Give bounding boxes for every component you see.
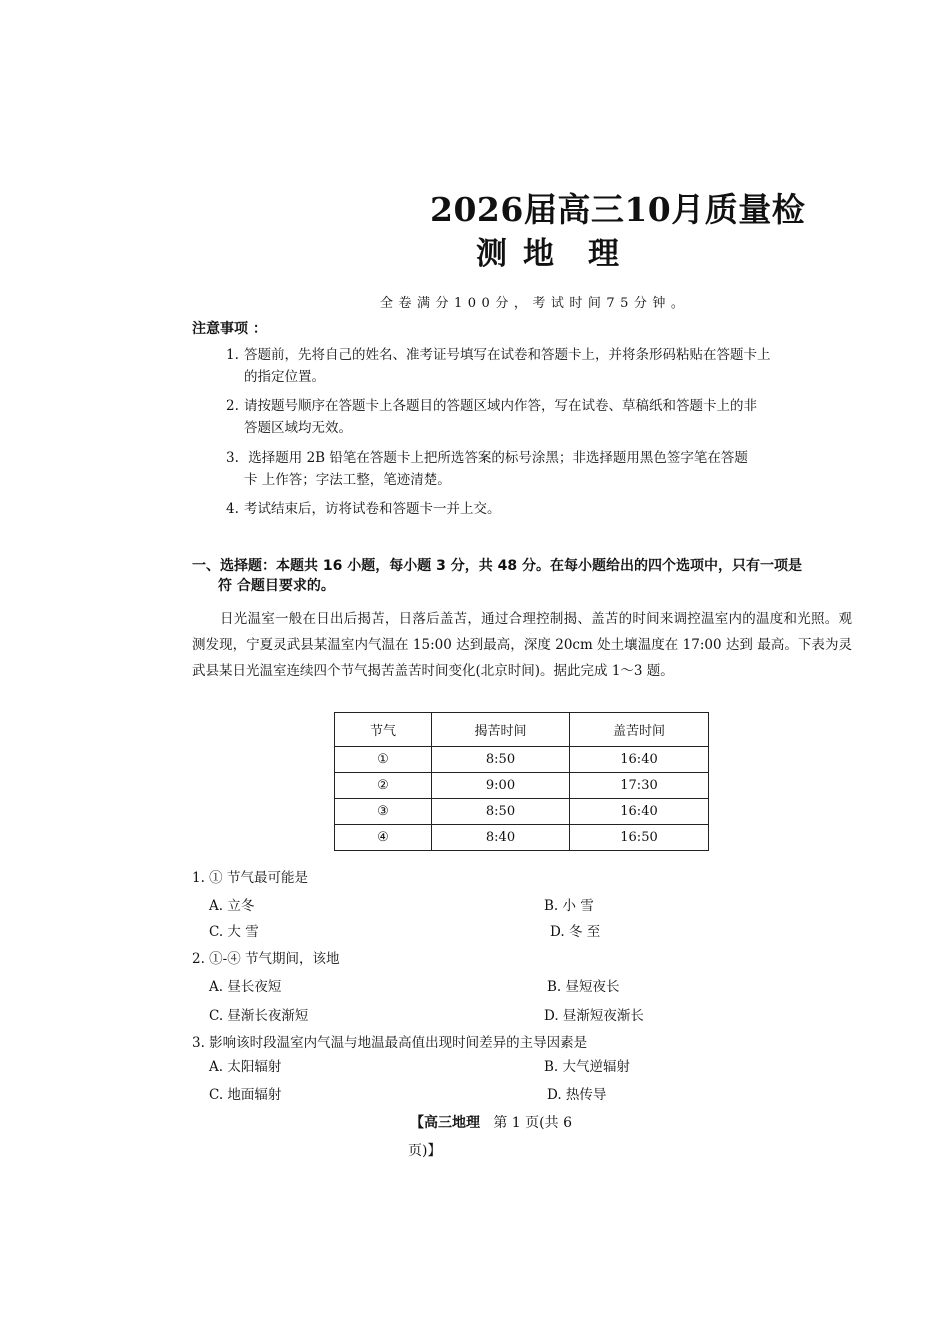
question-3-option-c[interactable]: C. 地面辐射 bbox=[209, 1087, 282, 1103]
notice-num: 1. bbox=[226, 347, 239, 363]
page-footer-cont: 页)】 bbox=[408, 1143, 442, 1159]
table-header: 盖苦时间 bbox=[570, 713, 709, 747]
question-1-option-d[interactable]: D. 冬 至 bbox=[550, 924, 601, 940]
table-row bbox=[335, 799, 709, 825]
table-cell: 16:40 bbox=[570, 799, 709, 825]
section-heading-line1: 一、选择题：本题共 16 小题，每小题 3 分，共 48 分。在每小题给出的四个选项中，只有一项是 bbox=[192, 558, 802, 574]
question-2-stem: 2. ①-④ 节气期间，该地 bbox=[192, 951, 340, 967]
table-header-row bbox=[335, 713, 709, 747]
table-row bbox=[335, 747, 709, 773]
table-cell: ④ bbox=[335, 825, 432, 851]
question-3-option-d[interactable]: D. 热传导 bbox=[547, 1087, 607, 1103]
notice-item bbox=[226, 498, 852, 520]
table-cell: 9:00 bbox=[432, 773, 570, 799]
question-3-stem: 3. 影响该时段温室内气温与地温最高值出现时间差异的主导因素是 bbox=[192, 1035, 588, 1051]
solar-term-table bbox=[334, 712, 709, 851]
table-cell: 8:40 bbox=[432, 825, 570, 851]
table-cell: ③ bbox=[335, 799, 432, 825]
notice-text: 考试结束后，访将试卷和答题卡一并上交。 bbox=[244, 501, 501, 517]
table-cell: 16:40 bbox=[570, 747, 709, 773]
notice-item bbox=[226, 447, 852, 491]
question-1-option-b[interactable]: B. 小 雪 bbox=[544, 898, 594, 914]
exam-title-line1: 2026届高三10月质量检 bbox=[430, 190, 806, 229]
notice-text-cont: 答题区域均无效。 bbox=[244, 420, 352, 436]
table-cell: ① bbox=[335, 747, 432, 773]
question-1-option-a[interactable]: A. 立冬 bbox=[209, 898, 255, 914]
notice-num: 4. bbox=[226, 501, 239, 517]
notice-text: 请按题号顺序在答题卡上各题目的答题区域内作答，写在试卷、草稿纸和答题卡上的非 bbox=[244, 398, 757, 414]
question-2-option-d[interactable]: D. 昼渐短夜渐长 bbox=[544, 1008, 644, 1024]
notice-text: 答题前，先将自己的姓名、准考证号填写在试卷和答题卡上，并将条形码粘贴在答题卡上 bbox=[244, 347, 771, 363]
section-heading bbox=[192, 556, 852, 596]
table-header: 节气 bbox=[335, 713, 432, 747]
title-char: 理 bbox=[588, 236, 621, 272]
table-cell: 17:30 bbox=[570, 773, 709, 799]
question-2-option-a[interactable]: A. 昼长夜短 bbox=[209, 979, 282, 995]
page-footer bbox=[410, 1112, 572, 1132]
table-row bbox=[335, 825, 709, 851]
footer-subject: 【高三地理 bbox=[410, 1115, 480, 1131]
question-2-option-c[interactable]: C. 昼渐长夜渐短 bbox=[209, 1008, 309, 1024]
exam-title-line2 bbox=[476, 228, 621, 273]
title-char: 测 bbox=[476, 236, 509, 272]
question-2-option-b[interactable]: B. 昼短夜长 bbox=[547, 979, 620, 995]
question-1-stem: 1. ① 节气最可能是 bbox=[192, 870, 308, 886]
notice-text-cont: 的指定位置。 bbox=[244, 369, 325, 385]
table-cell: 8:50 bbox=[432, 747, 570, 773]
table-header: 揭苦时间 bbox=[432, 713, 570, 747]
question-3-option-b[interactable]: B. 大气逆辐射 bbox=[544, 1059, 631, 1075]
notice-num: 2. bbox=[226, 398, 239, 414]
notice-item bbox=[226, 395, 852, 439]
table-cell: 8:50 bbox=[432, 799, 570, 825]
footer-page: 第 1 页(共 6 bbox=[493, 1115, 572, 1131]
title-char: 地 bbox=[523, 236, 556, 272]
section-heading-line2: 符 合题目要求的。 bbox=[218, 578, 335, 594]
notice-num: 3. bbox=[226, 450, 239, 466]
notice-title: 注意事项 ： bbox=[192, 321, 267, 337]
notice-text-cont: 卡 上作答；字法工整，笔迹清楚。 bbox=[244, 472, 451, 488]
table-cell: 16:50 bbox=[570, 825, 709, 851]
question-passage: 日光温室一般在日出后揭苫，日落后盖苫，通过合理控制揭、盖苫的时间来调控温室内的温度和光照。观测发现，宁夏灵武县某温室内气温在 15:00 达到最高，深度 20cm 处土壤温度在 17:00 达到 最高。下表为灵武县某日光温室连续四个节气揭苦盖苦时间变化(北京时间)。据此完成 1～3 题。 bbox=[192, 611, 852, 679]
question-3-option-a[interactable]: A. 太阳辐射 bbox=[209, 1059, 282, 1075]
notice-text: 选择题用 2B 铅笔在答题卡上把所选答案的标号涂黑；非选择题用黑色签字笔在答题 bbox=[244, 450, 748, 466]
question-1-option-c[interactable]: C. 大 雪 bbox=[209, 924, 259, 940]
notice-item bbox=[226, 344, 852, 388]
table-row bbox=[335, 773, 709, 799]
score-time-line: 全卷满分100分，考试时间75分钟。 bbox=[380, 296, 690, 311]
table-cell: ② bbox=[335, 773, 432, 799]
